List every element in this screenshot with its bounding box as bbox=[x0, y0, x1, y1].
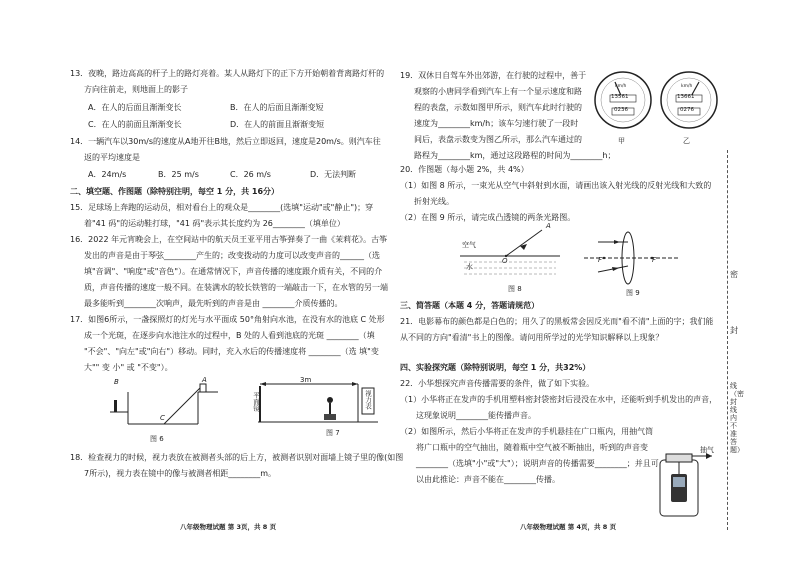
fig6-caption: 图 6 bbox=[150, 435, 164, 443]
q20-title: 20．作图题（每小题 2%，共 4%） bbox=[400, 165, 529, 174]
gauge-b-unit: km/h bbox=[681, 84, 693, 89]
binding-mark-1: 密 bbox=[730, 270, 738, 279]
q21-line2: 从不同的方向"看清"书上的图像。请问用所学过的光学知识解释以上现象？ bbox=[400, 333, 664, 342]
fig7-chart-label: 视力表 bbox=[364, 390, 372, 410]
speedometer-gauge-b bbox=[659, 70, 719, 130]
q19-line4: 速度为________km/h；该车匀速行驶了一段时 bbox=[414, 119, 579, 128]
q20-line3: （2）在图 9 所示，请完成凸透镜的两条光路图。 bbox=[400, 213, 576, 222]
q15-line2: 着"41 码"的运动鞋打球，"41 码"表示其长度约为 26________（填单位） bbox=[84, 219, 345, 228]
gauge-a-odometer: 13561 bbox=[611, 94, 629, 100]
q19-line2: 观察的小唐同学看到汽车上有一个显示速度和路 bbox=[414, 87, 582, 96]
speedometer-gauge-a bbox=[593, 70, 653, 130]
q16-line1: 16．2022 年元宵晚会上，在空间站中的航天员王亚平用古筝弹奏了一曲《茉莉花》。古筝 bbox=[70, 235, 388, 244]
q18-line2: 7所示)，视力表在镜中的像与被测者相距________m。 bbox=[84, 469, 277, 478]
gauge-a-trip: 0236 bbox=[614, 107, 628, 113]
q19-line1: 19．双休日自驾车外出郊游，在行驶的过程中，善于 bbox=[400, 71, 587, 80]
q18-line1: 18．检查视力的时候，视力表放在被测者头部的后上方，被测者识别对面墙上镜子里的像(如图 bbox=[70, 453, 404, 462]
q19-line5: 间后，表盘示数变为图乙所示，那么汽车通过的 bbox=[414, 135, 582, 144]
fig8-caption: 图 8 bbox=[508, 285, 522, 293]
fig6-label-c: C bbox=[160, 414, 165, 422]
section-3-heading: 三、简答题（本题 4 分，答题请规范） bbox=[400, 301, 540, 310]
q17-line3: "不会"、"向左"或"向右"）移动。同时，充入水后的传播速度将 ________（选 填"变 bbox=[84, 347, 379, 356]
q15-line1: 15．足球场上奔跑的运动员，相对看台上的观众是________(选填"运动"或"静止")；穿 bbox=[70, 203, 374, 212]
fig6-label-a: A bbox=[202, 376, 207, 384]
q19-line6: 路程为________km，通过这段路程的时间为________h； bbox=[414, 151, 616, 160]
gauge-b-odometer: 13661 bbox=[677, 94, 695, 100]
gauge-b-caption: 乙 bbox=[683, 137, 690, 145]
q17-line1: 17．如图6所示，一盏探照灯的灯光与水平面成 50°角射向水池，在没有水的池底 C 处形 bbox=[70, 315, 385, 324]
gauge-b-trip: 0276 bbox=[680, 107, 694, 113]
binding-mark-2: 封 bbox=[730, 326, 738, 335]
q22-line6: ________（选填"小"或"大"）；说明声音的传播需要________；并且可 bbox=[416, 459, 659, 468]
fig9-caption: 图 9 bbox=[626, 289, 640, 297]
q17-line2: 成一个光斑，在逐步向水池注水的过程中，B 处的人看到池底的光斑 ________（填 bbox=[84, 331, 375, 340]
section-2-heading: 二、填空题、作图题（除特别注明，每空 1 分，共 16分） bbox=[70, 187, 280, 196]
figure-8-air-water-ray bbox=[460, 226, 570, 282]
fig8-label-o: O bbox=[502, 257, 508, 265]
fig7-caption: 图 7 bbox=[326, 429, 340, 437]
q17-line4: 大"" 变 小" 或 "不变"）。 bbox=[84, 363, 173, 372]
q22-line1: 22．小华想探究声音传播需要的条件，做了如下实验。 bbox=[400, 379, 595, 388]
q16-line2: 发出的声音是由于琴弦________产生的；改变拨动的力度可以改变声音的______（选 bbox=[84, 251, 380, 260]
fig6-label-b: B bbox=[114, 378, 119, 386]
q16-line4: 质，声音传播的速度一般不同。在装满水的较长铁管的一端敲击一下，在水管的另一端 bbox=[84, 283, 388, 292]
right-page-footer: 八年级物理试题 第 4页，共 8 页 bbox=[520, 523, 617, 531]
left-page-footer: 八年级物理试题 第 3页，共 8 页 bbox=[180, 523, 277, 531]
q16-line3: 填"音调"、"响度"或"音色"）。在通常情况下，声音传播的速度跟介质有关，不同的介 bbox=[84, 267, 383, 276]
gauge-a-caption: 甲 bbox=[618, 137, 625, 145]
q20-line2: 折射光线。 bbox=[414, 197, 454, 206]
q14-option-d: D．无法判断 bbox=[310, 170, 357, 179]
binding-line bbox=[727, 150, 729, 530]
q13-option-d: D．在人的前面且渐渐变短 bbox=[230, 120, 325, 129]
figure-6-searchlight-pool bbox=[110, 378, 220, 428]
q22-line3: 这现象说明________能传播声音。 bbox=[416, 411, 536, 420]
fig7-distance-label: 3m bbox=[300, 376, 312, 384]
q21-line1: 21．电影幕布的颜色都是白色的；用久了的黑板常会因反光而"看不清"上面的字；我们能 bbox=[400, 317, 714, 326]
fig9-focus-left: F bbox=[598, 256, 603, 264]
q14-line2: 返的平均速度是 bbox=[84, 153, 140, 162]
fig8-water-label: 水 bbox=[466, 263, 473, 271]
q20-line1: （1）如图 8 所示，一束光从空气中斜射到水面，请画出该入射光线的反射光线和大致的 bbox=[400, 181, 712, 190]
q14-line1: 14．一辆汽车以30m/s的速度从A地开往B地，然后立即返回，速度是20m/s。则汽车往 bbox=[70, 137, 381, 146]
section-4-heading: 四、实验探究题（除特别说明，每空 1 分，共32%） bbox=[400, 363, 591, 372]
q22-line2: （1）小华将正在发声的手机用塑料密封袋密封后浸没在水中，还能听到手机发出的声音， bbox=[400, 395, 718, 404]
q22-line7: 以由此推论：声音不能在________传播。 bbox=[416, 475, 560, 484]
q14-option-c: C．26 m/s bbox=[230, 170, 271, 179]
bell-jar-phone-figure bbox=[654, 450, 716, 520]
pump-label: 抽气 bbox=[700, 446, 714, 454]
fig8-label-a: A bbox=[546, 222, 551, 230]
q13-option-c: C．在人的前面且渐渐变长 bbox=[88, 120, 182, 129]
q22-line5: 将广口瓶中的空气抽出，随着瓶中空气被不断抽出，听到的声音变 bbox=[416, 443, 648, 452]
q14-option-b: B．25 m/s bbox=[158, 170, 199, 179]
q13-option-b: B．在人的后面且渐渐变短 bbox=[230, 103, 324, 112]
gauge-a-unit: km/h bbox=[615, 84, 627, 89]
q14-option-a: A．24m/s bbox=[88, 170, 127, 179]
fig7-mirror-label: 平面镜 bbox=[252, 392, 260, 412]
q22-line4: （2）如图所示，然后小华将正在发声的手机悬挂在广口瓶内，用抽气筒 bbox=[400, 427, 654, 436]
fig8-air-label: 空气 bbox=[462, 241, 476, 249]
q13-line1: 13．夜晚，路边高高的杆子上的路灯亮着。某人从路灯下的正下方开始朝着背离路灯杆的 bbox=[70, 69, 385, 78]
q16-line5: 最多能听到________次响声，最先听到的声音是由 ________介质传播的。 bbox=[84, 299, 343, 308]
fig9-focus-right: F bbox=[652, 256, 657, 264]
q13-line2: 方向往前走，则地面上的影子 bbox=[84, 85, 188, 94]
q19-line3: 程的表盘，示数如图甲所示，则汽车此时行驶的 bbox=[414, 103, 582, 112]
q13-option-a: A．在人的后面且渐渐变长 bbox=[88, 103, 182, 112]
binding-mark-3: 线（密封线内不准答题） bbox=[730, 382, 744, 455]
